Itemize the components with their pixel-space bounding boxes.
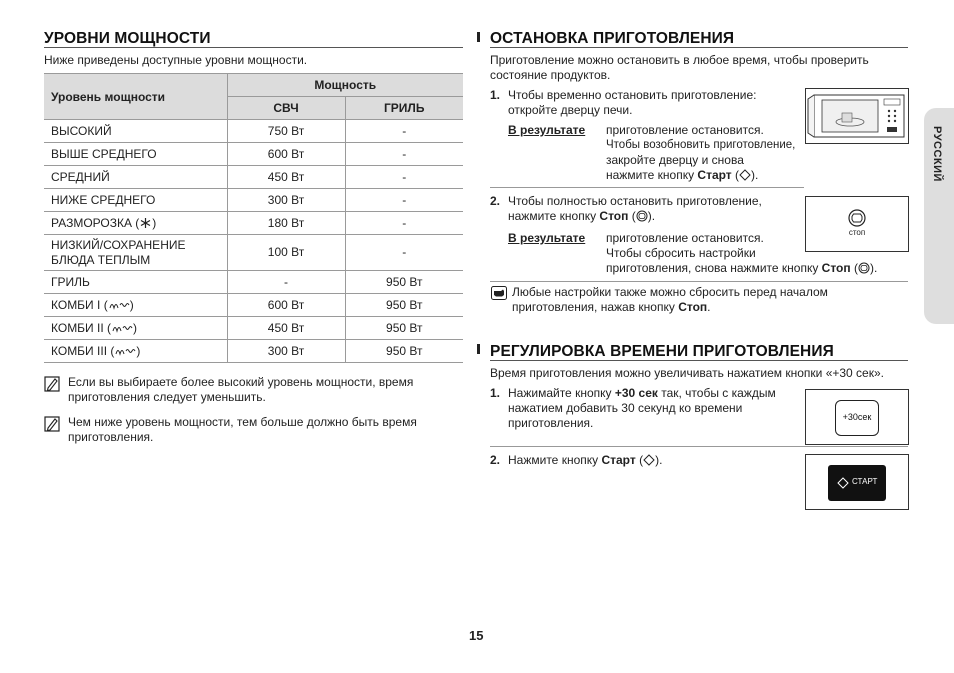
adjust-time-rule (490, 360, 908, 361)
table-row (44, 235, 463, 271)
mw-cell: 600 Вт (227, 143, 345, 166)
col-level-header: Уровень мощности (44, 74, 227, 120)
time-step-1-line-2: нажатием добавить 30 секунд ко времени (508, 401, 743, 415)
mw-cell: 300 Вт (227, 340, 345, 363)
step-divider (490, 187, 804, 188)
stop-keyword: Стоп (821, 261, 851, 275)
mw-cell: 450 Вт (227, 317, 345, 340)
time-step-1-line-1 (508, 386, 776, 401)
note-icon (44, 416, 60, 432)
mw-cell: 180 Вт (227, 212, 345, 235)
col-grill-header: ГРИЛЬ (345, 97, 463, 120)
level-cell (44, 340, 227, 363)
stop-button-illustration (805, 196, 909, 252)
table-row (44, 294, 463, 317)
stop-intro-2: состояние продуктов. (490, 68, 611, 82)
level-text: КОМБИ III ( (51, 344, 115, 358)
paren-close: ). (869, 261, 878, 275)
step-divider (490, 281, 908, 282)
grill-cell: 950 Вт (345, 271, 463, 294)
col-power-header: Мощность (227, 74, 463, 97)
table-row (44, 212, 463, 235)
note-2-line-2: приготовления. (68, 430, 154, 444)
adjust-time-heading: РЕГУЛИРОВКА ВРЕМЕНИ ПРИГОТОВЛЕНИЯ (490, 343, 834, 360)
paren-close: ). (647, 209, 656, 223)
level-text-close: ) (133, 321, 138, 335)
tip-period: . (707, 300, 711, 314)
page-number: 15 (469, 628, 484, 643)
microwave-icon (806, 89, 908, 143)
step-2-result-3 (606, 261, 877, 276)
col-mw-header: СВЧ (227, 97, 345, 120)
level-text: РАЗМОРОЗКА ( (51, 216, 140, 230)
step-2-result-1: приготовление остановится. (606, 231, 764, 245)
level-cell: ВЫСОКИЙ (44, 120, 227, 143)
note-2-line-1: Чем ниже уровень мощности, тем больше должно быть время (68, 415, 417, 429)
level-cell (44, 235, 227, 271)
step-1-line-1: Чтобы временно остановить приготовление: (508, 88, 757, 102)
table-row (44, 166, 463, 189)
hand-pointer-icon (491, 286, 507, 300)
time-step-2-number: 2. (490, 453, 501, 467)
note-1-line-2: приготовления следует уменьшить. (68, 390, 266, 404)
level-text: КОМБИ I ( (51, 298, 108, 312)
start-button (828, 465, 886, 501)
combi-icon (108, 299, 130, 311)
grill-cell: - (345, 212, 463, 235)
level-text-2: БЛЮДА ТЕПЛЫМ (51, 252, 151, 267)
table-row (44, 317, 463, 340)
step-2-text: нажмите кнопку (508, 209, 600, 223)
stop-cooking-heading: ОСТАНОВКА ПРИГОТОВЛЕНИЯ (490, 30, 735, 47)
table-row (44, 189, 463, 212)
stop-octagon-icon (858, 262, 870, 274)
level-cell: НИЖЕ СРЕДНЕГО (44, 189, 227, 212)
start-diamond-icon (739, 169, 751, 181)
microwave-open-door-illustration (805, 88, 909, 144)
step-2-line-1: Чтобы полностью остановить приготовление, (508, 194, 762, 208)
start-diamond-icon (837, 477, 849, 489)
level-text-close: ) (152, 216, 157, 230)
step-1-number: 1. (490, 88, 501, 102)
result-3-text: приготовления, снова нажмите кнопку (606, 261, 822, 275)
paren-close: ). (751, 168, 759, 182)
power-levels-table (44, 73, 463, 363)
time-step-2-text: Нажмите кнопку (508, 453, 602, 467)
power-levels-rule (44, 47, 463, 48)
mw-cell: 600 Вт (227, 294, 345, 317)
table-row (44, 143, 463, 166)
step-1-result-3: закройте дверцу и снова (606, 153, 744, 167)
defrost-icon (139, 217, 152, 229)
start-keyword: Старт (697, 168, 732, 182)
stop-octagon-icon (636, 210, 648, 222)
table-row (44, 120, 463, 143)
power-levels-heading: УРОВНИ МОЩНОСТИ (44, 30, 211, 47)
level-cell (44, 212, 227, 235)
step-2-result-2: Чтобы сбросить настройки (606, 246, 756, 260)
step-2-line-2 (508, 209, 655, 224)
grill-cell: 950 Вт (345, 294, 463, 317)
result-4-text: нажмите кнопку (606, 168, 698, 182)
level-cell (44, 317, 227, 340)
mw-cell: 450 Вт (227, 166, 345, 189)
step-2-number: 2. (490, 194, 501, 208)
paren-open: ( (850, 261, 858, 275)
level-text-close: ) (136, 344, 141, 358)
time-step-2-line (508, 453, 662, 468)
grill-cell: 950 Вт (345, 340, 463, 363)
stop-button-icon (806, 197, 908, 251)
grill-cell: - (345, 120, 463, 143)
step-divider (490, 446, 908, 447)
stop-button-label: стоп (848, 228, 866, 237)
start-button-label: СТАРТ (852, 477, 878, 486)
mw-cell: 300 Вт (227, 189, 345, 212)
section-marker (477, 32, 480, 42)
table-row (44, 271, 463, 294)
grill-cell: - (345, 143, 463, 166)
combi-icon (114, 345, 136, 357)
level-cell: СРЕДНИЙ (44, 166, 227, 189)
level-cell: ГРИЛЬ (44, 271, 227, 294)
plus30-button-illustration (805, 389, 909, 445)
level-text: КОМБИ II ( (51, 321, 112, 335)
step-1-line-2: откройте дверцу печи. (508, 103, 633, 117)
time-step-1-number: 1. (490, 386, 501, 400)
tip-line-2 (512, 300, 711, 315)
plus30-label: +30сек (842, 412, 872, 422)
mw-cell: - (227, 271, 345, 294)
step-2-result-label: В результате (508, 231, 586, 245)
tip-text: приготовления, нажав кнопку (512, 300, 679, 314)
tip-line-1: Любые настройки также можно сбросить перед началом (512, 285, 828, 299)
table-row (44, 340, 463, 363)
time-step-1-line-3: приготовления. (508, 416, 594, 430)
start-keyword: Старт (601, 453, 636, 467)
time-intro: Время приготовления можно увеличивать нажатием кнопки «+30 сек». (490, 366, 884, 380)
level-text-close: ) (129, 298, 134, 312)
time-step-text-2: так, чтобы с каждым (657, 386, 776, 400)
step-1-result-1: приготовление остановится. (606, 123, 764, 137)
paren-open: ( (628, 209, 636, 223)
level-cell: ВЫШЕ СРЕДНЕГО (44, 143, 227, 166)
grill-cell: 950 Вт (345, 317, 463, 340)
plus30-keyword: +30 сек (614, 386, 658, 400)
paren-open: ( (731, 168, 740, 182)
combi-icon (111, 322, 133, 334)
language-label: РУССКИЙ (931, 126, 943, 182)
plus30-button (835, 400, 879, 436)
paren-close: ). (655, 453, 663, 467)
stop-keyword: Стоп (678, 300, 708, 314)
stop-intro-1: Приготовление можно остановить в любое время, чтобы проверить (490, 53, 869, 67)
time-step-text: Нажимайте кнопку (508, 386, 615, 400)
start-button-illustration (805, 454, 909, 510)
stop-keyword: Стоп (599, 209, 629, 223)
paren-open: ( (635, 453, 644, 467)
grill-cell: - (345, 166, 463, 189)
mw-cell: 100 Вт (227, 235, 345, 271)
note-1-line-1: Если вы выбираете более высокий уровень мощности, время (68, 375, 414, 389)
level-text: НИЗКИЙ/СОХРАНЕНИЕ (51, 237, 186, 252)
language-side-tab (924, 108, 954, 324)
step-1-result-label: В результате (508, 123, 586, 137)
step-1-result-2: Чтобы возобновить приготовление, (606, 139, 796, 151)
mw-cell: 750 Вт (227, 120, 345, 143)
section-marker (477, 344, 480, 354)
grill-cell: - (345, 235, 463, 271)
note-icon (44, 376, 60, 392)
stop-cooking-rule (490, 47, 908, 48)
power-levels-intro: Ниже приведены доступные уровни мощности. (44, 53, 308, 67)
grill-cell: - (345, 189, 463, 212)
step-1-result-4 (606, 168, 758, 183)
level-cell (44, 294, 227, 317)
start-diamond-icon (643, 454, 655, 466)
